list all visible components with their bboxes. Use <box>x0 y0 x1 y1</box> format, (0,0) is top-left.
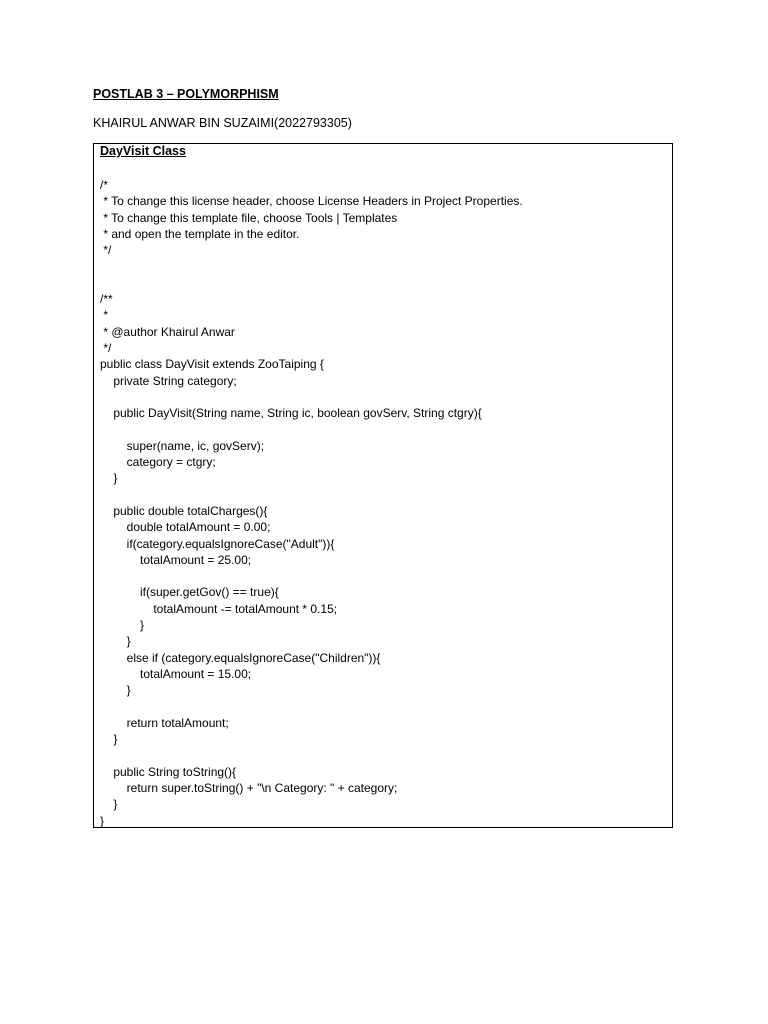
code-line <box>100 421 523 437</box>
document-title: POSTLAB 3 – POLYMORPHISM <box>93 87 279 101</box>
code-line: public double totalCharges(){ <box>100 503 268 518</box>
author-line: KHAIRUL ANWAR BIN SUZAIMI(2022793305) <box>93 116 352 130</box>
code-line: totalAmount = 15.00; <box>100 666 252 681</box>
code-line: return super.toString() + "\n Category: " + category; <box>100 780 398 795</box>
code-line: double totalAmount = 0.00; <box>100 520 271 535</box>
code-line <box>100 389 523 405</box>
code-line: public DayVisit(String name, String ic, boolean govServ, String ctgry){ <box>100 406 482 421</box>
code-line: * @author Khairul Anwar <box>100 324 235 339</box>
code-box <box>93 143 673 828</box>
code-line: */ <box>100 340 112 355</box>
code-line: * <box>100 308 109 323</box>
code-listing <box>100 177 523 829</box>
code-line <box>100 275 523 291</box>
code-line: else if (category.equalsIgnoreCase("Children")){ <box>100 650 381 665</box>
code-line: } <box>100 797 118 812</box>
code-line: totalAmount = 25.00; <box>100 552 252 567</box>
code-line: * and open the template in the editor. <box>100 226 300 241</box>
code-line: totalAmount -= totalAmount * 0.15; <box>100 601 338 616</box>
code-line: } <box>100 471 118 486</box>
code-line: public class DayVisit extends ZooTaiping { <box>100 357 324 372</box>
code-line: } <box>100 683 131 698</box>
box-heading: DayVisit Class <box>100 144 186 158</box>
code-line <box>100 487 523 503</box>
code-line: category = ctgry; <box>100 455 216 470</box>
code-line: public String toString(){ <box>100 764 237 779</box>
code-line <box>100 747 523 763</box>
code-line: return totalAmount; <box>100 715 229 730</box>
code-line <box>100 258 523 274</box>
code-line: /* <box>100 178 109 192</box>
code-line: private String category; <box>100 373 237 388</box>
code-line: * To change this template file, choose Tools | Templates <box>100 210 398 225</box>
code-line: } <box>100 634 131 649</box>
code-line <box>100 699 523 715</box>
code-line: if(super.getGov() == true){ <box>100 585 279 600</box>
code-line: /** <box>100 292 113 307</box>
code-line: */ <box>100 243 112 258</box>
code-line: } <box>100 618 145 633</box>
code-line: } <box>100 813 105 828</box>
code-line: } <box>100 732 118 747</box>
code-line: super(name, ic, govServ); <box>100 438 265 453</box>
code-line: * To change this license header, choose License Headers in Project Properties. <box>100 194 523 209</box>
code-line <box>100 568 523 584</box>
code-line: if(category.equalsIgnoreCase("Adult")){ <box>100 536 335 551</box>
